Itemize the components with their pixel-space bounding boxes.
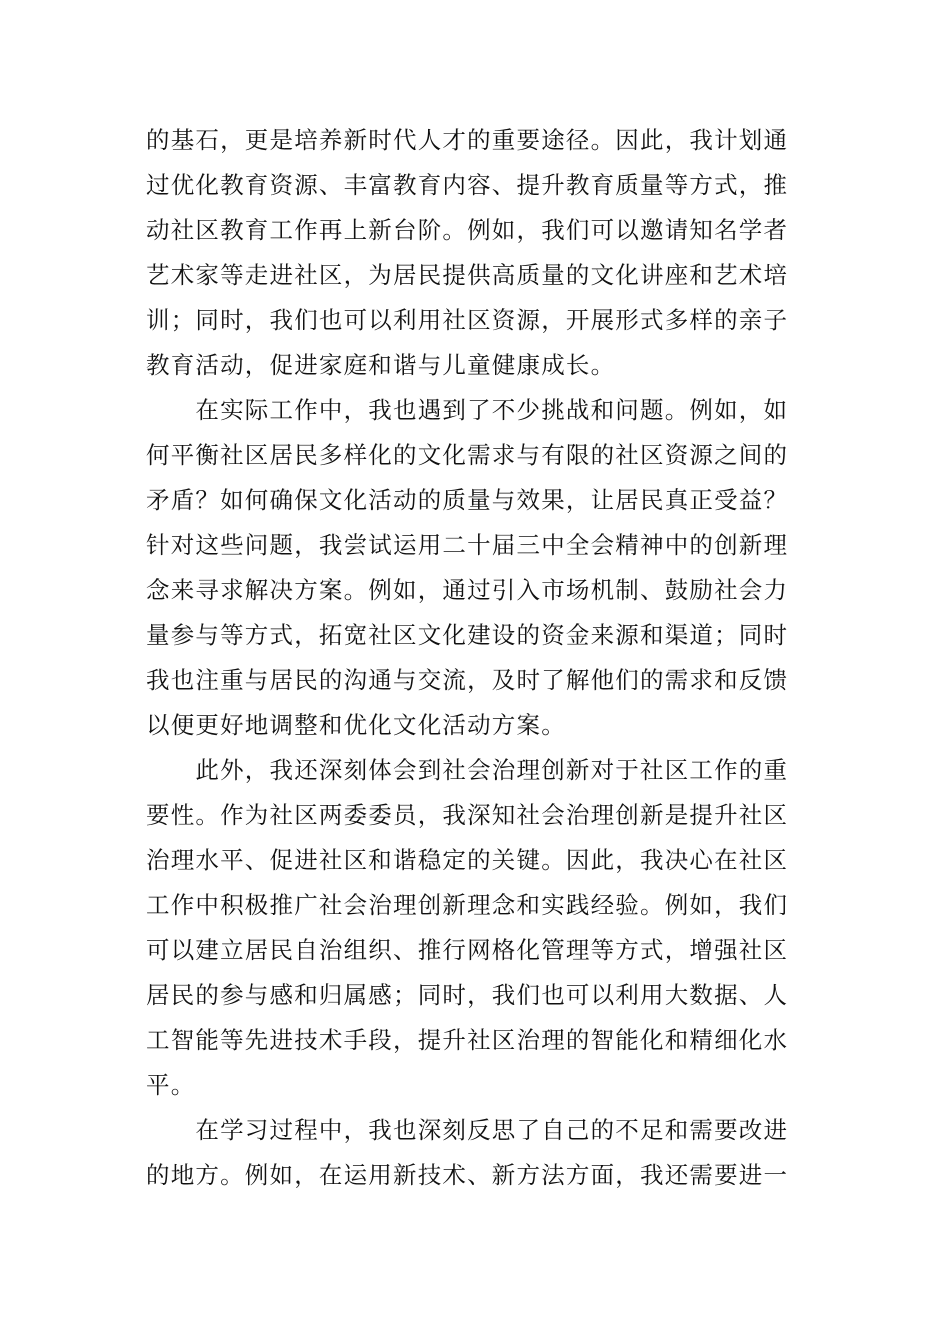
text-line: 何平衡社区居民多样化的文化需求与有限的社区资源之间的	[146, 441, 789, 469]
text-line: 此外，我还深刻体会到社会治理创新对于社区工作的重	[146, 756, 789, 784]
text-line: 念来寻求解决方案。例如，通过引入市场机制、鼓励社会力	[146, 576, 789, 604]
text-line: 动社区教育工作再上新台阶。例如，我们可以邀请知名学者	[146, 216, 789, 244]
text-line: 针对这些问题，我尝试运用二十届三中全会精神中的创新理	[146, 531, 789, 559]
text-line: 艺术家等走进社区，为居民提供高质量的文化讲座和艺术培	[146, 261, 789, 289]
text-line: 要性。作为社区两委委员，我深知社会治理创新是提升社区	[146, 801, 789, 829]
text-line: 可以建立居民自治组织、推行网格化管理等方式，增强社区	[146, 936, 789, 964]
text-line: 教育活动，促进家庭和谐与儿童健康成长。	[146, 351, 616, 379]
text-line: 居民的参与感和归属感；同时，我们也可以利用大数据、人	[146, 981, 789, 1009]
text-line: 训；同时，我们也可以利用社区资源，开展形式多样的亲子	[146, 306, 789, 334]
text-line: 的地方。例如，在运用新技术、新方法方面，我还需要进一	[146, 1161, 789, 1189]
text-line: 的基石，更是培养新时代人才的重要途径。因此，我计划通	[146, 126, 789, 154]
text-line: 平。	[146, 1071, 196, 1099]
text-line: 在实际工作中，我也遇到了不少挑战和问题。例如，如	[146, 396, 789, 424]
text-line: 治理水平、促进社区和谐稳定的关键。因此，我决心在社区	[146, 846, 789, 874]
text-line: 以便更好地调整和优化文化活动方案。	[146, 711, 566, 739]
text-line: 过优化教育资源、丰富教育内容、提升教育质量等方式，推	[146, 171, 789, 199]
text-line: 我也注重与居民的沟通与交流，及时了解他们的需求和反馈	[146, 666, 789, 694]
text-line: 量参与等方式，拓宽社区文化建设的资金来源和渠道；同时	[146, 621, 789, 649]
text-line: 工智能等先进技术手段，提升社区治理的智能化和精细化水	[146, 1026, 789, 1054]
text-line: 矛盾？如何确保文化活动的质量与效果，让居民真正受益？	[146, 486, 789, 514]
text-line: 在学习过程中，我也深刻反思了自己的不足和需要改进	[146, 1116, 789, 1144]
text-line: 工作中积极推广社会治理创新理念和实践经验。例如，我们	[146, 891, 789, 919]
body-text	[146, 118, 810, 1198]
